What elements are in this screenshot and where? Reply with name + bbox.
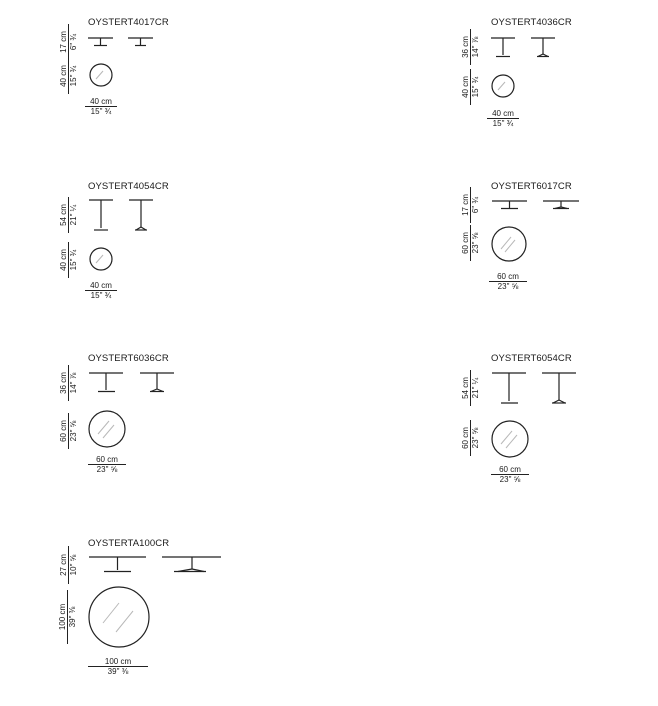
table-side-view xyxy=(89,373,123,392)
diameter-dimension-horizontal: 100 cm 39" ⅜ xyxy=(88,657,148,676)
diameter-dimension-vertical: 60 cm 23" ⅝ xyxy=(461,420,479,456)
height-dimension: 17 cm 6" ¾ xyxy=(461,187,479,223)
product-code: OYSTERT4054CR xyxy=(88,181,169,192)
table-side-view-rotated xyxy=(129,200,153,230)
table-side-view-rotated xyxy=(140,373,174,392)
product-code: OYSTERT6036CR xyxy=(88,353,169,364)
table-top-view xyxy=(89,247,113,271)
table-top-view xyxy=(88,410,126,448)
table-top-view xyxy=(491,74,515,98)
table-side-view xyxy=(492,201,527,209)
diameter-dimension-vertical: 60 cm 23" ⅝ xyxy=(461,225,479,261)
table-side-view-rotated xyxy=(162,557,221,572)
side-view-drawings xyxy=(88,199,158,233)
table-side-view-rotated xyxy=(543,201,579,209)
product-code: OYSTERT4017CR xyxy=(88,17,169,28)
height-dimension: 54 cm 21" ¼ xyxy=(461,370,479,406)
height-dimension: 27 cm 10" ⅝ xyxy=(59,546,77,584)
diameter-dimension-vertical: 40 cm 15" ¾ xyxy=(461,69,479,105)
table-side-view xyxy=(491,38,515,57)
table-side-view-rotated xyxy=(531,38,555,57)
diameter-dimension-horizontal: 40 cm 15" ¾ xyxy=(85,281,117,300)
side-view-drawings xyxy=(89,556,224,574)
table-top-view xyxy=(88,586,150,648)
product-code: OYSTERTA100CR xyxy=(88,538,170,549)
table-side-view xyxy=(88,38,113,46)
side-view-drawings xyxy=(89,372,184,394)
side-view-drawings xyxy=(492,372,587,406)
product-code: OYSTERT4036CR xyxy=(491,17,572,28)
diameter-dimension-horizontal: 60 cm 23" ⅝ xyxy=(88,455,126,474)
diameter-dimension-vertical: 40 cm 15" ¾ xyxy=(59,242,77,278)
table-top-view xyxy=(491,420,529,458)
diameter-dimension-horizontal: 40 cm 15" ¾ xyxy=(85,97,117,116)
table-side-view-rotated xyxy=(128,38,153,46)
diameter-dimension-horizontal: 60 cm 23" ⅝ xyxy=(491,465,529,484)
height-dimension: 36 cm 14" ⅞ xyxy=(59,365,77,401)
diameter-dimension-horizontal: 60 cm 23" ⅝ xyxy=(489,272,527,291)
table-side-view xyxy=(89,200,113,230)
height-dimension: 17 cm 6" ¾ xyxy=(59,24,77,60)
diameter-dimension-horizontal: 40 cm 15" ¾ xyxy=(487,109,519,128)
side-view-drawings xyxy=(492,200,587,212)
diameter-dimension-vertical: 60 cm 23" ⅝ xyxy=(59,413,77,449)
height-dimension: 54 cm 21" ¼ xyxy=(59,197,77,233)
product-code: OYSTERT6017CR xyxy=(491,181,572,192)
side-view-drawings xyxy=(88,37,158,49)
table-top-view xyxy=(491,226,527,262)
product-code: OYSTERT6054CR xyxy=(491,353,572,364)
table-side-view-rotated xyxy=(542,373,576,403)
table-top-view xyxy=(89,63,113,87)
table-side-view xyxy=(89,557,146,572)
diameter-dimension-vertical: 100 cm 39" ⅜ xyxy=(58,590,76,644)
table-side-view xyxy=(492,373,526,403)
side-view-drawings xyxy=(490,37,560,59)
diameter-dimension-vertical: 40 cm 15" ¾ xyxy=(59,58,77,94)
height-dimension: 36 cm 14" ⅞ xyxy=(461,29,479,65)
